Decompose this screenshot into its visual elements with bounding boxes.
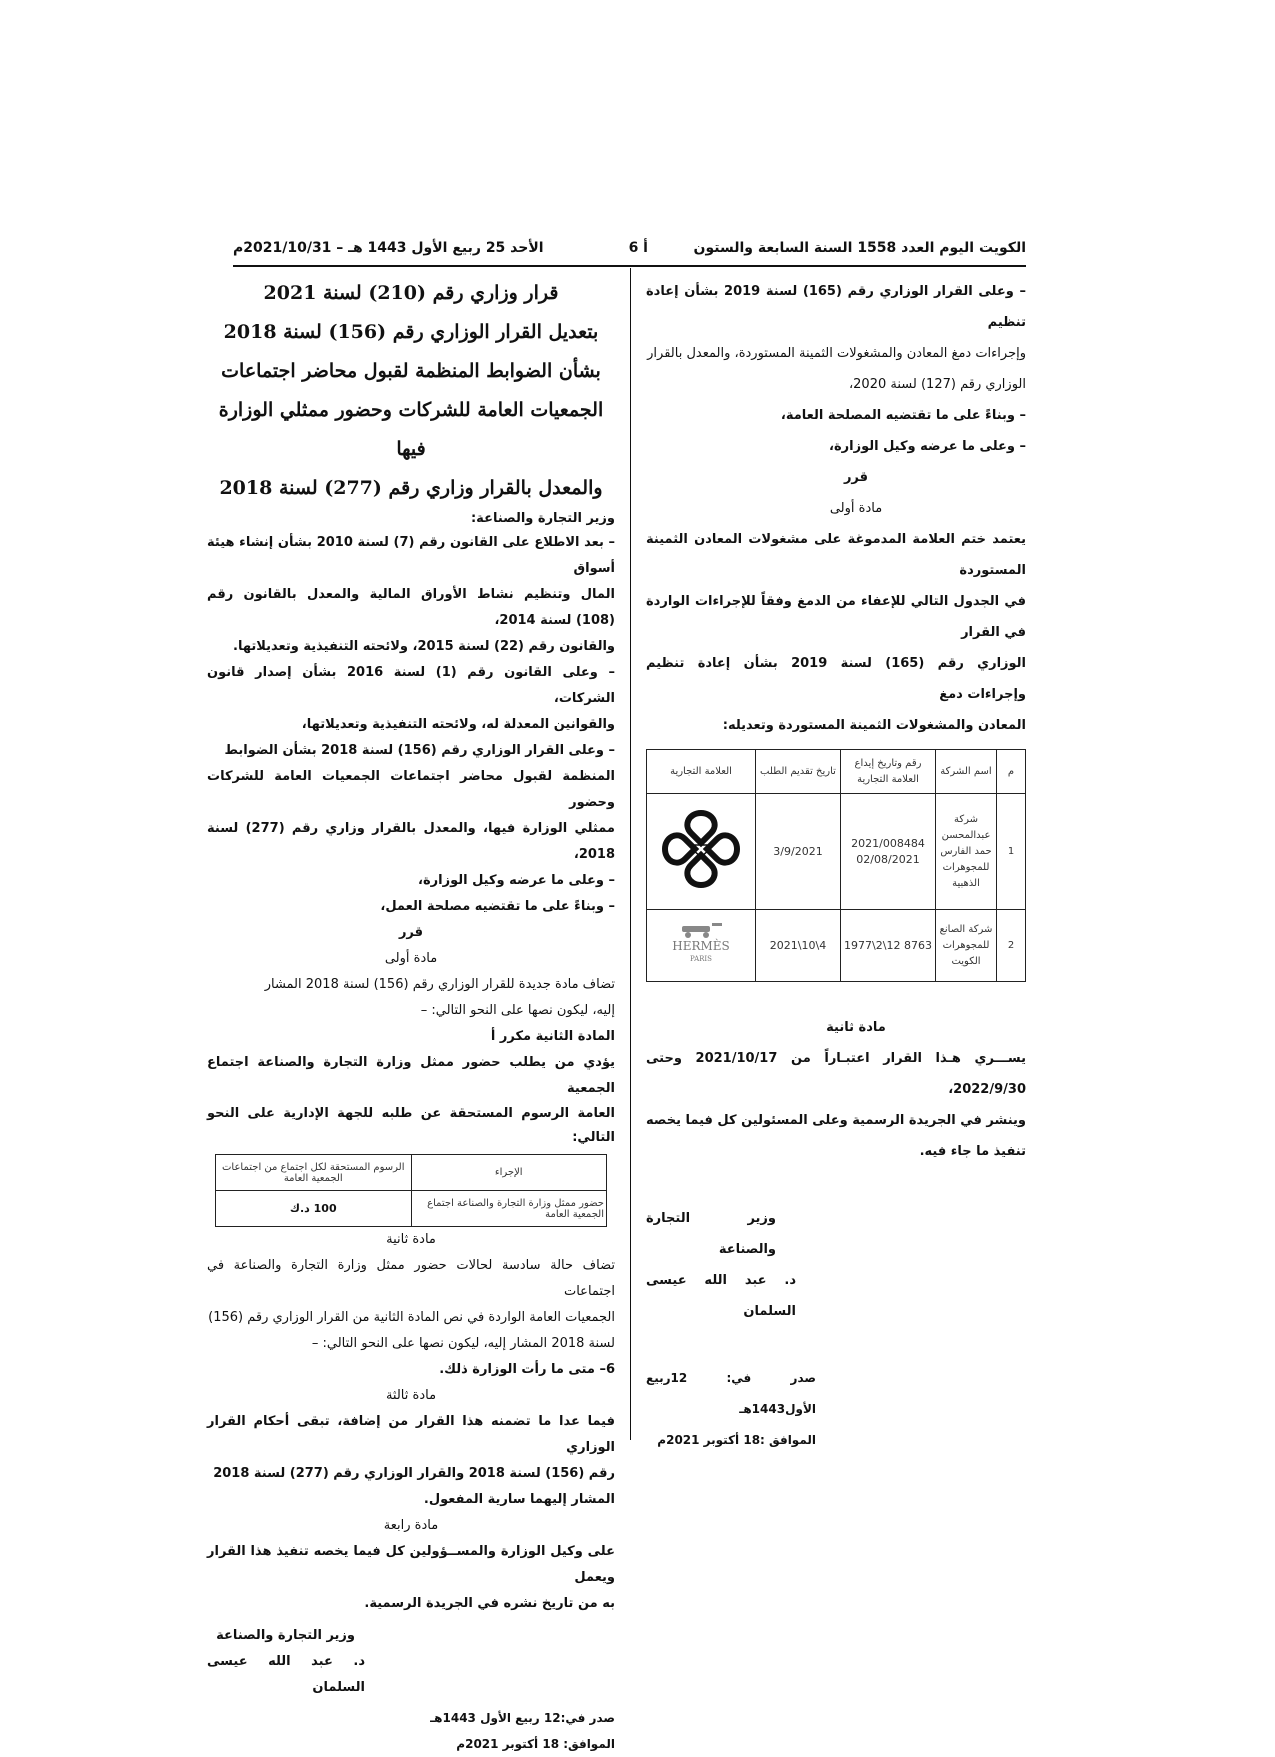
left-column	[207, 274, 615, 1757]
table-header: م	[997, 750, 1026, 794]
corresponding-date: الموافق: 18 أكتوبر 2021م	[456, 1737, 615, 1751]
article-title: مادة ثالثة	[385, 1388, 437, 1403]
article-line: 6– متى ما رأت الوزارة ذلك.	[439, 1362, 615, 1377]
decree-title: بتعديل القرار الوزاري رقم (156) لسنة 2018	[223, 321, 599, 343]
issued-date: صدر في:12 ربيع الأول 1443هـ	[430, 1711, 615, 1725]
article-line: المشار إليهما سارية المفعول.	[423, 1492, 615, 1507]
table-header: اسم الشركة	[936, 750, 997, 794]
article-line: في الجدول التالي للإعفاء من الدمغ وفقاً للإجراءات الواردة في القرار	[646, 594, 1026, 640]
preamble-line: المال وتنظيم نشاط الأوراق المالية والمعدل بالقانون رقم (108) لسنة 2014،	[207, 587, 615, 628]
article-line: يســـري هـذا القرار اعتبـاراً من 2021/10/17 وحتى 2022/9/30،	[646, 1051, 1026, 1097]
article-title: مادة رابعة	[383, 1518, 439, 1533]
article-line: المادة الثانية مكرر أ	[490, 1029, 615, 1044]
hermes-logo-subtext: PARIS	[690, 954, 712, 963]
decree-title: قرار وزاري رقم (210) لسنة 2021	[263, 282, 559, 304]
company-name: شركة عبدالمحسن حمد الفارس للمجوهرات الذهبية	[936, 794, 997, 910]
minister-line: وزير التجارة والصناعة:	[470, 511, 615, 526]
signature-title: وزير التجارة والصناعة	[646, 1211, 776, 1257]
article-line: رقم (156) لسنة 2018 والقرار الوزاري رقم (277) لسنة 2018	[213, 1466, 615, 1481]
table-header: الإجراء	[411, 1155, 607, 1191]
hermes-logo-icon	[656, 920, 746, 966]
registration: 8763 12\2\1977	[841, 910, 936, 982]
preamble-line: والقوانين المعدلة له، ولائحته التنفيذية وتعديلاتها،	[301, 717, 615, 732]
preamble-line: – وعلى القرار الوزاري رقم (156) لسنة 2018 بشأن الضوابط	[224, 743, 615, 758]
preamble-line: الوزاري رقم (127) لسنة 2020،	[848, 377, 1026, 392]
article-line: به من تاريخ نشره في الجريدة الرسمية.	[364, 1596, 615, 1611]
request-date: 4\10\2021	[756, 910, 841, 982]
signature-name: د. عبد الله عيسى السلمان	[646, 1273, 796, 1319]
preamble-line: – وعلى ما عرضه وكيل الوزارة،	[418, 873, 615, 888]
registration: 2021/008484 02/08/2021	[841, 794, 936, 910]
article-title: مادة ثانية	[386, 1232, 436, 1247]
decision-heading: قرر	[398, 925, 424, 940]
fee-table	[215, 1154, 607, 1227]
preamble-line: المنظمة لقبول محاضر اجتماعات الجمعيات العامة للشركات وحضور	[207, 769, 615, 810]
article-line: وينشر في الجريدة الرسمية وعلى المسئولين كل فيما يخصه تنفيذ ما جاء فيه.	[646, 1113, 1026, 1159]
article-line: على وكيل الوزارة والمســؤولين كل فيما يخصه تنفيذ هذا القرار ويعمل	[207, 1544, 615, 1585]
article-line: تضاف حالة سادسة لحالات حضور ممثل وزارة التجارة والصناعة في اجتماعات	[207, 1258, 615, 1299]
row-number: 2	[997, 910, 1026, 982]
table-row	[647, 910, 1026, 982]
article-line: فيما عدا ما تضمنه هذا القرار من إضافة، تبقى أحكام القرار الوزاري	[207, 1414, 615, 1455]
table-row	[216, 1191, 607, 1227]
preamble-line: – وعلى ما عرضه وكيل الوزارة،	[829, 439, 1026, 454]
table-header: رقم وتاريخ إيداع العلامة التجارية	[841, 750, 936, 794]
column-divider	[630, 268, 631, 1440]
corresponding-date: الموافق :18 أكتوبر 2021م	[657, 1433, 816, 1447]
article-line: الجمعيات العامة الواردة في نص المادة الثانية من القرار الوزاري رقم (156)	[208, 1310, 615, 1325]
preamble-line: – وعلى القرار الوزاري رقم (165) لسنة 2019 بشأن إعادة تنظيم	[646, 284, 1027, 330]
cross-logo-icon	[659, 807, 743, 891]
article-line: إليه، ليكون نصها على النحو التالي: –	[420, 1003, 615, 1018]
table-header: الرسوم المستحقة لكل اجتماع من اجتماعات الجمعية العامة	[216, 1155, 412, 1191]
trademark-cell	[647, 910, 756, 982]
article-line: يعتمد ختم العلامة المدموغة على مشغولات المعادن الثمينة المستوردة	[646, 532, 1026, 578]
article-line: العامة الرسوم المستحقة عن طلبه للجهة الإدارية على النحو التالي:	[207, 1106, 615, 1145]
header-issue: الكويت اليوم العدد 1558 السنة السابعة والستون	[693, 240, 1026, 256]
preamble-line: والقانون رقم (22) لسنة 2015، ولائحته التنفيذية وتعديلاتها.	[233, 639, 615, 654]
request-date: 3/9/2021	[756, 794, 841, 910]
table-header: تاريخ تقديم الطلب	[756, 750, 841, 794]
trademark-table	[646, 749, 1026, 982]
header-rule	[233, 265, 1026, 267]
trademark-cell	[647, 794, 756, 910]
header-date: الأحد 25 ربيع الأول 1443 هـ – 2021/10/31م	[233, 240, 544, 256]
article-line: الوزاري رقم (165) لسنة 2019 بشأن إعادة تنظيم وإجراءات دمغ	[646, 656, 1027, 702]
decree-title: الجمعيات العامة للشركات وحضور ممثلي الوزارة فيها	[218, 399, 604, 460]
fee-cell: 100 د.ك	[216, 1191, 412, 1227]
article-title: مادة أولى	[384, 951, 438, 966]
hermes-logo-text: HERMÈS	[672, 938, 730, 953]
signature-name: د. عبد الله عيسى السلمان	[207, 1654, 365, 1695]
table-row	[647, 794, 1026, 910]
decision-heading: قرر	[843, 470, 869, 485]
preamble-line: ممثلي الوزارة فيها، والمعدل بالقرار وزاري رقم (277) لسنة 2018،	[207, 821, 615, 862]
issued-date: صدر في: 12ربيع الأول1443هـ	[646, 1371, 816, 1416]
preamble-line: – وعلى القانون رقم (1) لسنة 2016 بشأن إصدار قانون الشركات،	[207, 665, 616, 706]
header-page-number: أ 6	[628, 240, 648, 256]
article-line: يؤدي من يطلب حضور ممثل وزارة التجارة والصناعة اجتماع الجمعية	[207, 1055, 615, 1096]
right-column	[646, 276, 1026, 1456]
page-header	[233, 236, 1026, 264]
article-title: مادة ثانية	[826, 1020, 886, 1035]
preamble-line: – بعد الاطلاع على القانون رقم (7) لسنة 2010 بشأن إنشاء هيئة أسواق	[207, 535, 615, 576]
signature-title: وزير التجارة والصناعة	[216, 1628, 355, 1643]
article-title: مادة أولى	[829, 501, 883, 516]
decree-title: بشأن الضوابط المنظمة لقبول محاضر اجتماعات	[221, 360, 601, 382]
preamble-line: – وبناءً على ما تقتضيه المصلحة العامة،	[780, 408, 1026, 423]
preamble-line: وإجراءات دمغ المعادن والمشغولات الثمينة المستوردة، والمعدل بالقرار	[647, 346, 1026, 361]
procedure-cell: حضور ممثل وزارة التجارة والصناعة اجتماع الجمعية العامة	[411, 1191, 607, 1227]
article-line: لسنة 2018 المشار إليه، ليكون نصها على النحو التالي: –	[311, 1336, 615, 1351]
preamble-line: – وبناءً على ما تقتضيه مصلحة العمل،	[380, 899, 615, 914]
decree-title: والمعدل بالقرار وزاري رقم (277) لسنة 2018	[219, 477, 603, 499]
article-line: المعادن والمشغولات الثمينة المستوردة وتعديله:	[722, 718, 1026, 733]
article-line: تضاف مادة جديدة للقرار الوزاري رقم (156) لسنة 2018 المشار	[264, 977, 615, 992]
table-header: العلامة التجارية	[647, 750, 756, 794]
row-number: 1	[997, 794, 1026, 910]
company-name: شركة الصانع للمجوهرات الكويت	[936, 910, 997, 982]
